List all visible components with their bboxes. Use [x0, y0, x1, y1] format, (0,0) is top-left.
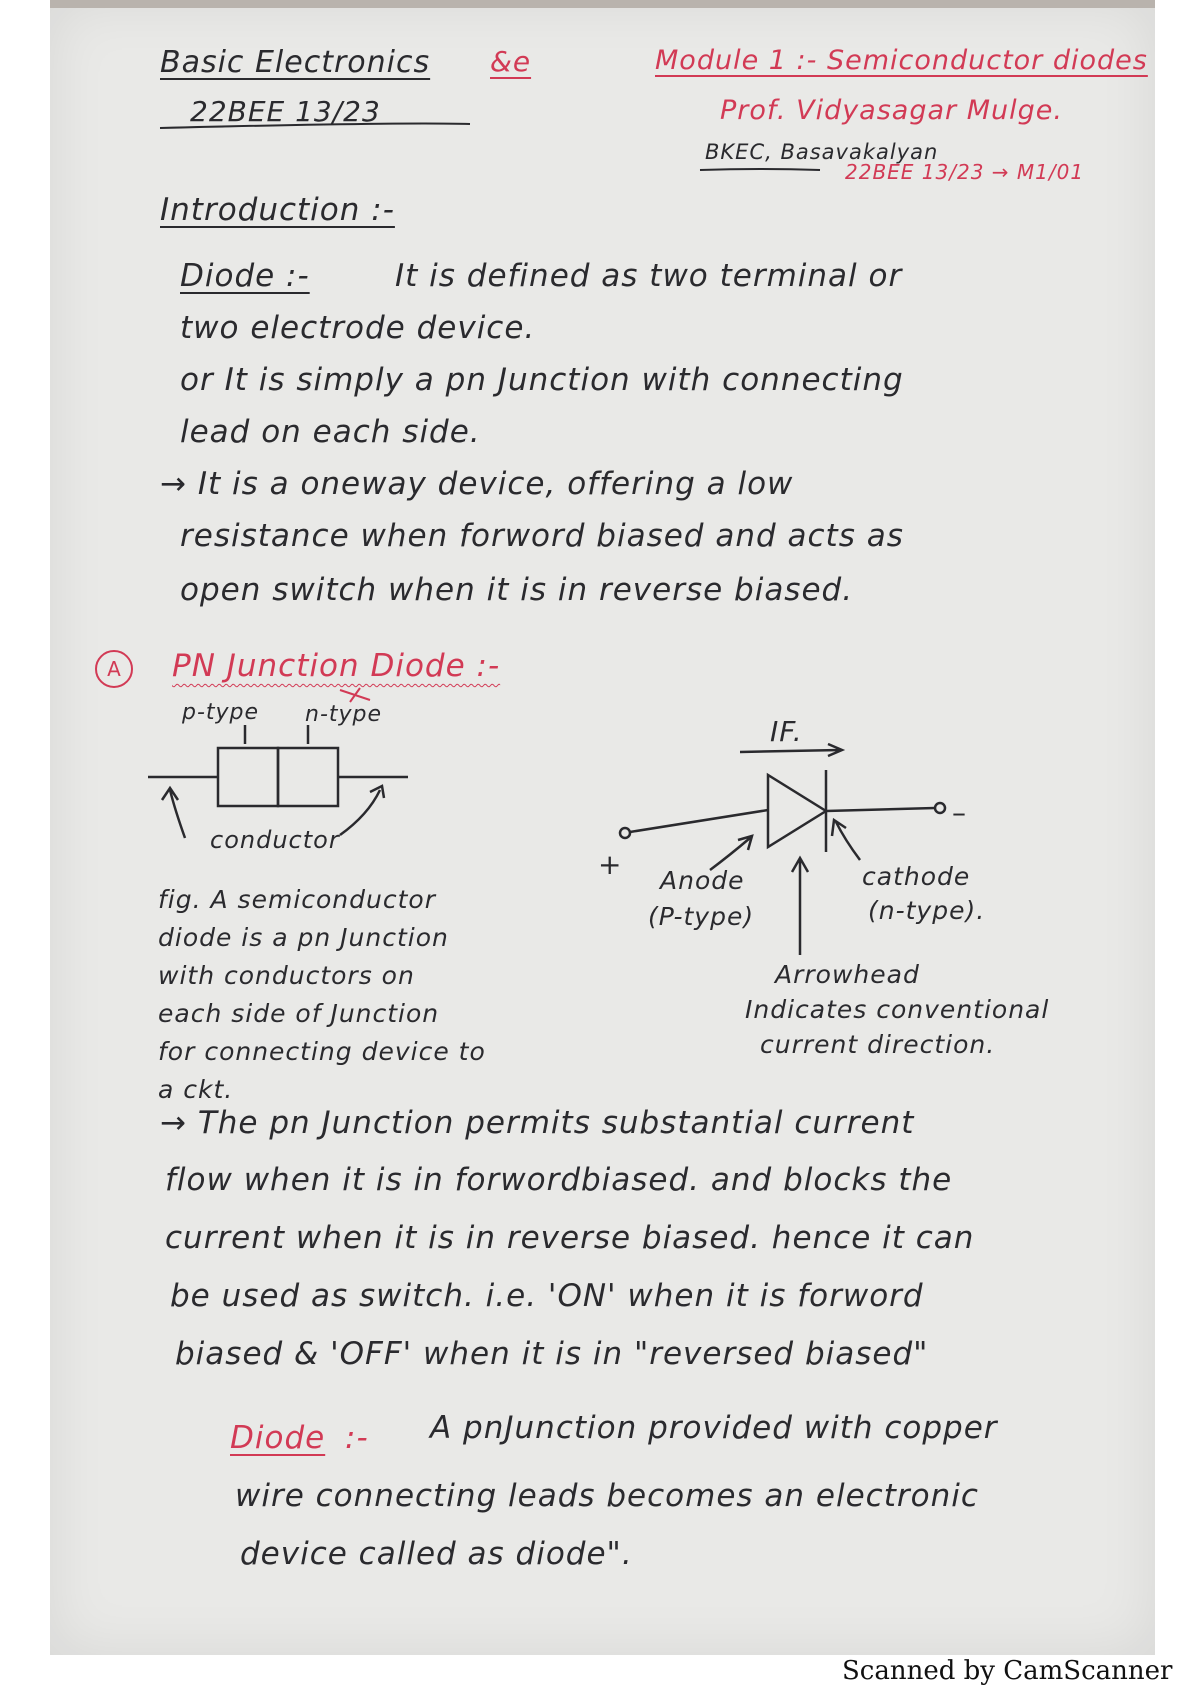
ptype-label: p-type	[182, 700, 260, 725]
definition-sep: :-	[345, 1420, 369, 1456]
cathode-lead	[826, 808, 935, 811]
cathode-terminal-minus: –	[952, 796, 967, 829]
body-line: current when it is in reverse biased. hence it can	[165, 1220, 975, 1256]
fig-caption-line: each side of Junction	[158, 999, 440, 1028]
forward-current-label: IF.	[770, 715, 803, 748]
arrowhead-desc: Indicates conventional	[745, 995, 1050, 1024]
fig-caption-line: a ckt.	[158, 1075, 234, 1104]
diode-symbol	[620, 744, 945, 955]
anode-lead	[630, 810, 768, 832]
arrowhead-pointer	[792, 858, 808, 955]
intro-line: open switch when it is in reverse biased.	[180, 572, 854, 608]
header-underline	[160, 124, 470, 129]
section-heading-underline	[340, 688, 370, 702]
intro-line: or It is simply a pn Junction with connecting	[180, 362, 904, 398]
header-subject: Basic Electronics	[160, 45, 431, 80]
anode-pointer	[710, 836, 752, 870]
ntype-label: n-type	[305, 702, 383, 727]
fig-caption-line: for connecting device to	[158, 1037, 486, 1066]
scanner-footer: Scanned by CamScanner	[842, 1656, 1173, 1686]
intro-heading: Introduction :-	[160, 192, 395, 228]
definition-line: A pnJunction provided with copper	[430, 1410, 998, 1446]
cathode-pointer	[832, 820, 860, 860]
current-arrow	[740, 744, 842, 756]
header-professor: Prof. Vidyasagar Mulge.	[720, 95, 1063, 126]
header-underline	[700, 169, 820, 170]
intro-line: → It is a oneway device, offering a low	[160, 466, 794, 502]
intro-line: two electrode device.	[180, 310, 536, 346]
cathode-label: cathode	[862, 862, 971, 891]
intro-diode-label: Diode :-	[180, 258, 310, 294]
header-code: 22BEE 13/23	[190, 95, 381, 128]
intro-line: resistance when forword biased and acts as	[180, 518, 904, 554]
definition-line: wire connecting leads becomes an electronic	[235, 1478, 979, 1514]
definition-label: Diode	[230, 1420, 326, 1456]
anode-label: Anode	[660, 866, 745, 895]
fig-caption-line: fig. A semiconductor	[158, 885, 436, 914]
cathode-terminal	[935, 803, 945, 813]
body-line: flow when it is in forwordbiased. and blocks the	[165, 1162, 953, 1198]
pn-junction-figure	[148, 725, 408, 838]
fig-caption-line: with conductors on	[158, 961, 415, 990]
header-module: Module 1 :- Semiconductor diodes	[655, 45, 1148, 76]
section-bullet-icon: A	[95, 650, 133, 688]
intro-line: It is defined as two terminal or	[395, 258, 903, 294]
n-region	[278, 748, 338, 806]
arrowhead-label: Arrowhead	[775, 960, 920, 989]
diode-triangle	[768, 775, 826, 847]
body-line: biased & 'OFF' when it is in "reversed biased"	[175, 1336, 929, 1372]
body-line: → The pn Junction permits substantial current	[160, 1105, 915, 1141]
anode-terminal	[620, 828, 630, 838]
anode-type-label: (P-type)	[648, 902, 755, 931]
conductor-pointer-right	[340, 786, 384, 835]
header-subject-mark: &e	[490, 45, 532, 78]
header-college: BKEC, Basavakalyan	[705, 140, 939, 164]
header-page-ref: 22BEE 13/23 → M1/01	[845, 160, 1085, 184]
arrowhead-desc: current direction.	[760, 1030, 996, 1059]
fig-caption-line: diode is a pn Junction	[158, 923, 449, 952]
conductor-label: conductor	[210, 826, 340, 854]
pn-section-heading: PN Junction Diode :-	[172, 648, 501, 684]
p-region	[218, 748, 278, 806]
anode-terminal-plus: +	[598, 848, 623, 881]
body-line: be used as switch. i.e. 'ON' when it is forword	[170, 1278, 924, 1314]
intro-line: lead on each side.	[180, 414, 481, 450]
cathode-type-label: (n-type).	[868, 896, 986, 925]
conductor-pointer-left	[162, 788, 185, 838]
definition-line: device called as diode".	[240, 1536, 633, 1572]
